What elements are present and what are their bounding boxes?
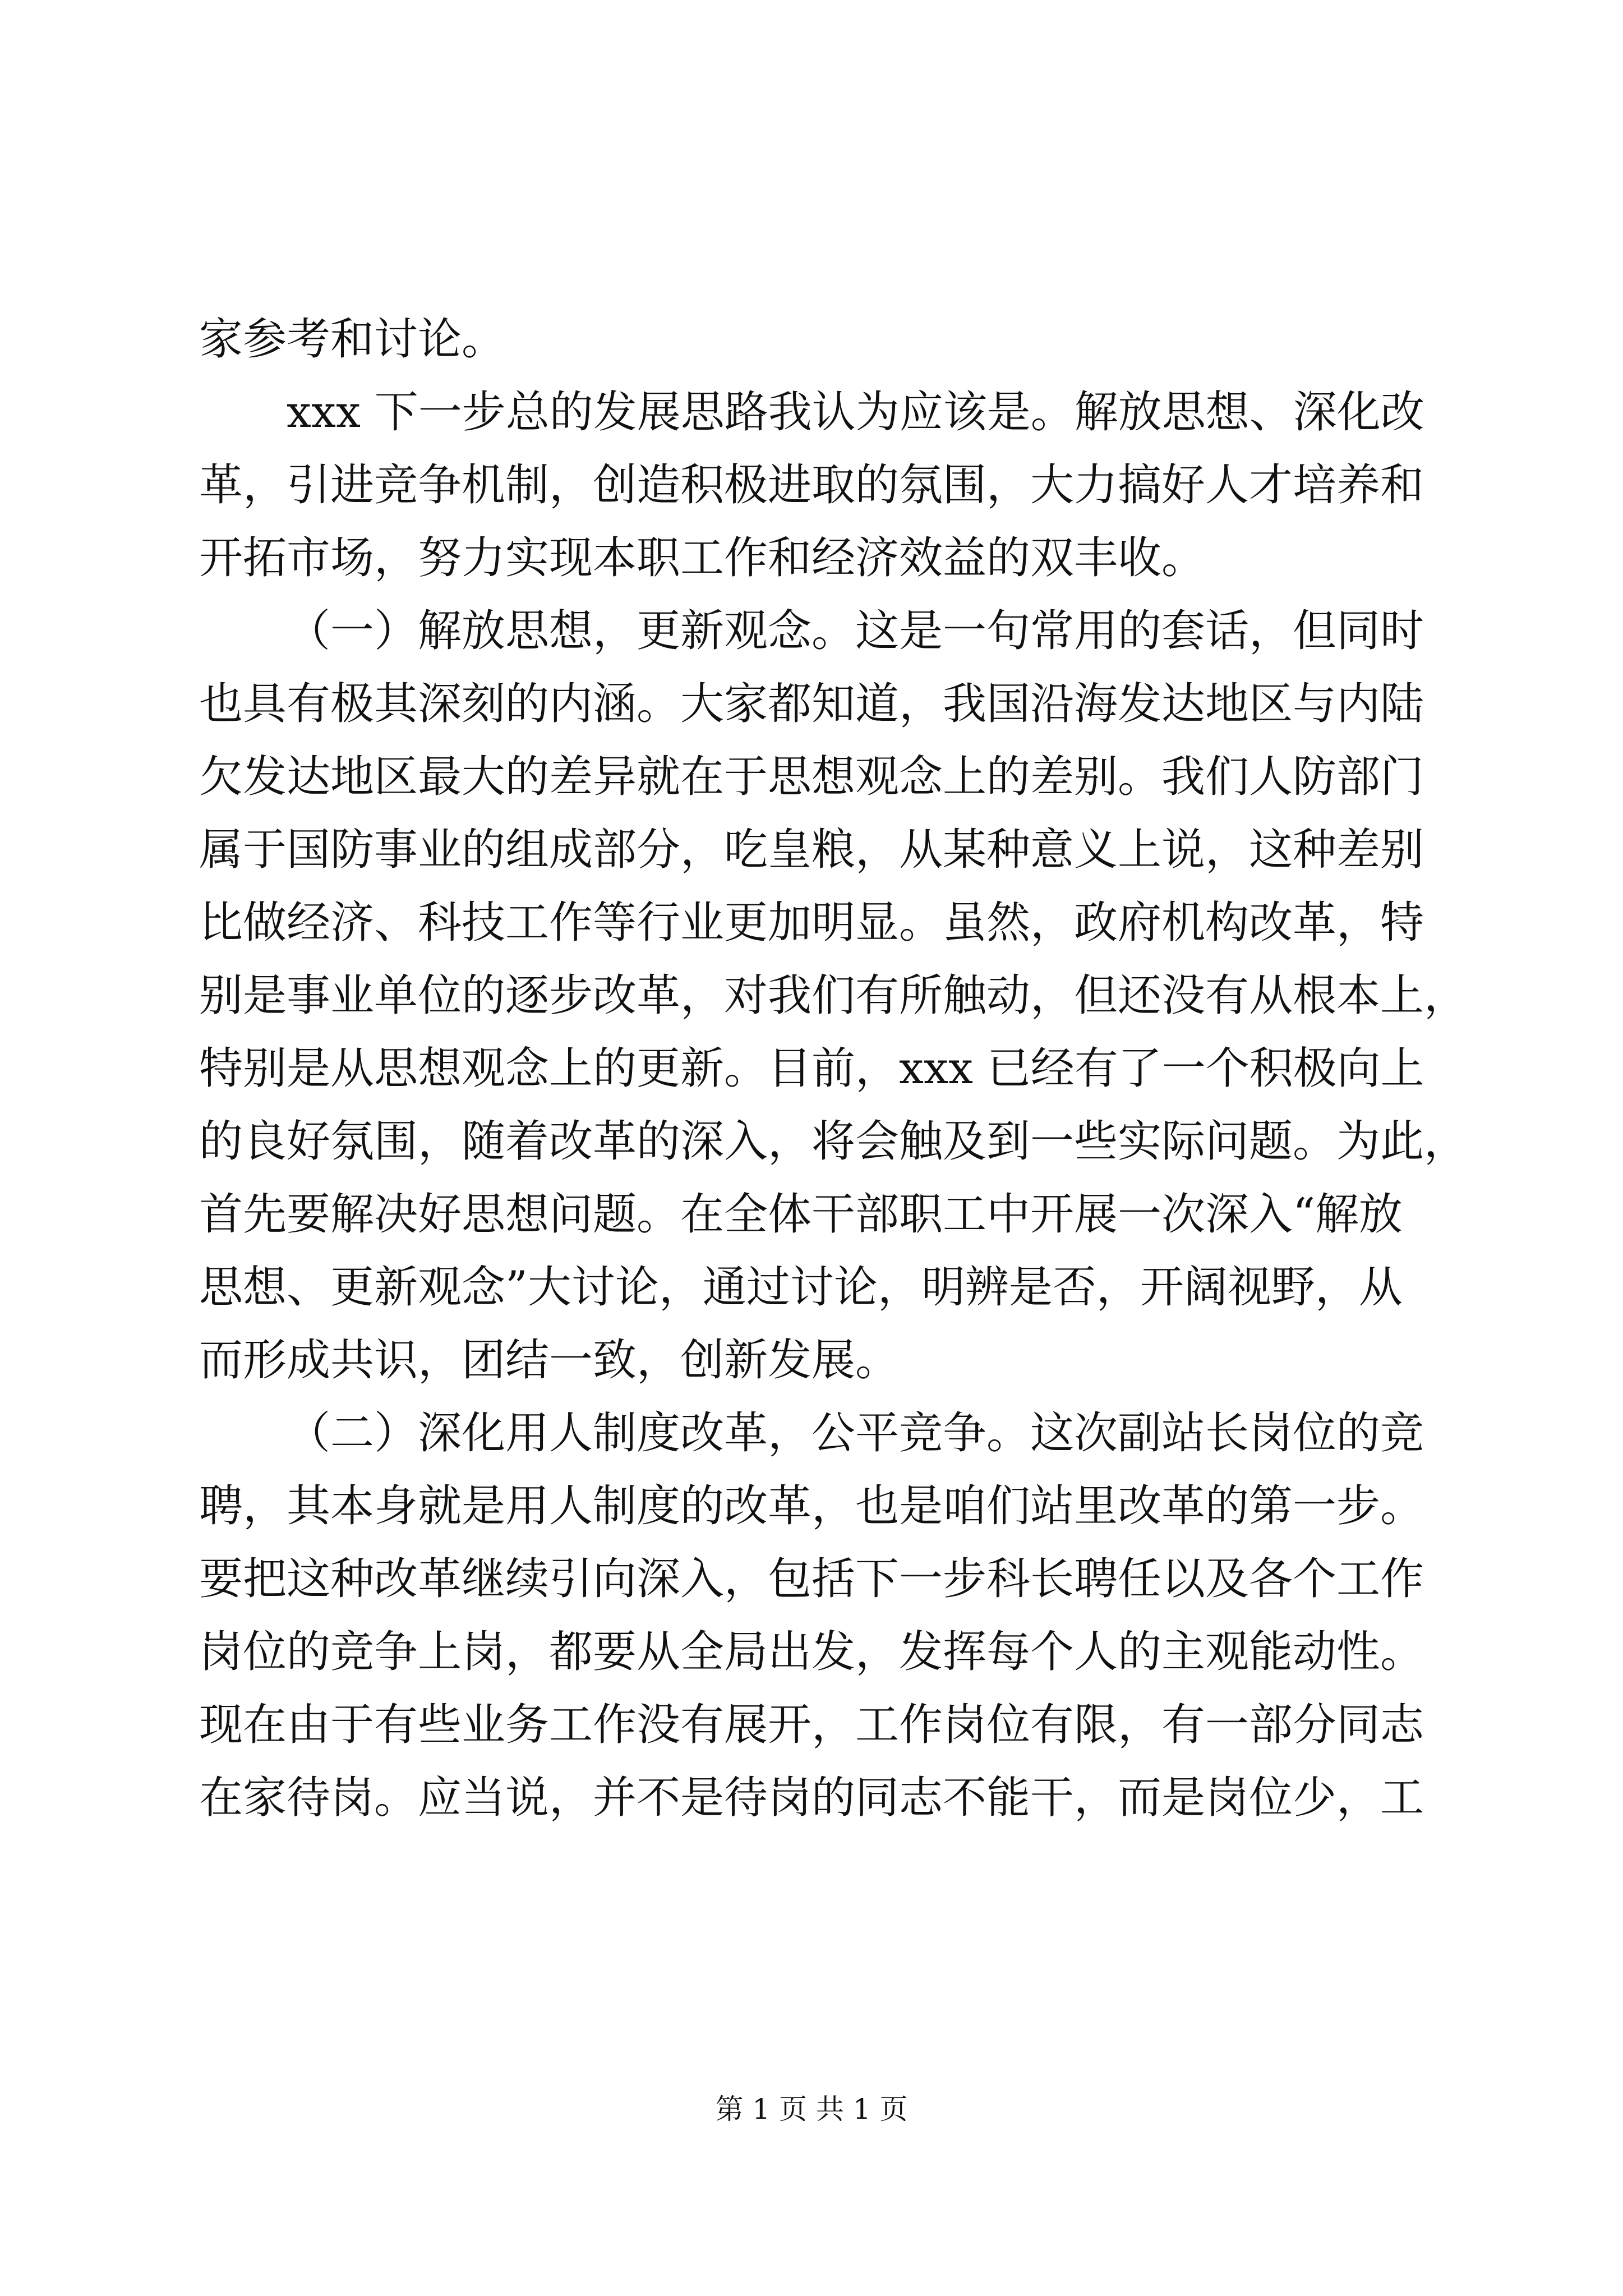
text-line: 革，引进竞争机制，创造积极进取的氛围，大力搞好人才培养和 bbox=[199, 460, 1424, 510]
text-line: 比做经济、科技工作等行业更加明显。虽然，政府机构改革，特 bbox=[199, 898, 1424, 948]
text-line: 岗位的竞争上岗，都要从全局出发，发挥每个人的主观能动性。 bbox=[199, 1627, 1424, 1677]
text-line: 特别是从思想观念上的更新。目前，xxx 已经有了一个积极向上 bbox=[199, 1043, 1424, 1094]
text-line: 也具有极其深刻的内涵。大家都知道，我国沿海发达地区与内陆 bbox=[199, 679, 1424, 729]
text-line: 现在由于有些业务工作没有展开，工作岗位有限，有一部分同志 bbox=[199, 1700, 1424, 1750]
text-line: 思想、更新观念”大讨论，通过讨论，明辨是否，开阔视野，从 bbox=[199, 1262, 1403, 1313]
text-line: 聘，其本身就是用人制度的改革，也是咱们站里改革的第一步。 bbox=[199, 1481, 1424, 1531]
text-line: 首先要解决好思想问题。在全体干部职工中开展一次深入“解放 bbox=[199, 1189, 1403, 1240]
text-line: 别是事业单位的逐步改革，对我们有所触动，但还没有从根本上， bbox=[199, 970, 1468, 1021]
text-line: （一）解放思想，更新观念。这是一句常用的套话，但同时 bbox=[287, 606, 1424, 656]
page-number-label: 第 1 页 共 1 页 bbox=[715, 2093, 908, 2125]
text-line: 要把这种改革继续引向深入，包括下一步科长聘任以及各个工作 bbox=[199, 1554, 1424, 1604]
text-line: 属于国防事业的组成部分，吃皇粮，从某种意义上说，这种差别 bbox=[199, 825, 1424, 875]
text-line: 开拓市场，努力实现本职工作和经济效益的双丰收。 bbox=[199, 533, 1206, 583]
page-footer bbox=[0, 2090, 1623, 2129]
text-line: 欠发达地区最大的差异就在于思想观念上的差别。我们人防部门 bbox=[199, 752, 1424, 802]
text-line: xxx 下一步总的发展思路我认为应该是。解放思想、深化改 bbox=[287, 387, 1424, 438]
document-body bbox=[199, 303, 1468, 1834]
text-line: 的良好氛围，随着改革的深入，将会触及到一些实际问题。为此， bbox=[199, 1116, 1468, 1167]
text-line: 而形成共识，团结一致，创新发展。 bbox=[199, 1335, 900, 1386]
text-line: （二）深化用人制度改革，公平竞争。这次副站长岗位的竞 bbox=[287, 1408, 1424, 1458]
text-line: 在家待岗。应当说，并不是待岗的同志不能干，而是岗位少，工 bbox=[199, 1773, 1424, 1823]
text-line: 家参考和讨论。 bbox=[199, 314, 506, 365]
